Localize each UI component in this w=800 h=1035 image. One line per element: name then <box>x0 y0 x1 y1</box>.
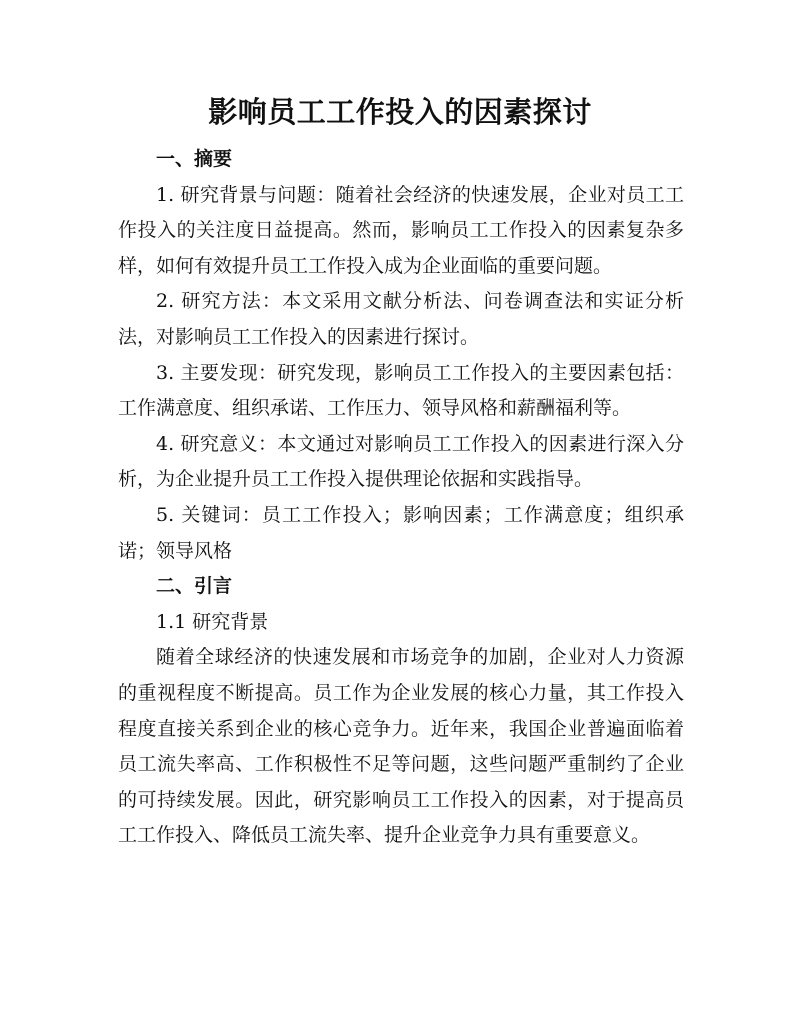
abstract-method-paragraph: 2. 研究方法：本文采用文献分析法、问卷调查法和实证分析法，对影响员工工作投入的因素进行探讨。 <box>118 290 684 348</box>
abstract-significance-paragraph: 4. 研究意义：本文通过对影响员工工作投入的因素进行深入分析，为企业提升员工工作投入提供理论依据和实践指导。 <box>118 432 684 491</box>
section-heading-abstract: 一、摘要 <box>156 148 233 170</box>
abstract-findings-paragraph: 3. 主要发现：研究发现，影响员工工作投入的主要因素包括：工作满意度、组织承诺、工作压力、领导风格和薪酬福利等。 <box>118 361 684 420</box>
document-title: 影响员工工作投入的因素探讨 <box>208 95 592 129</box>
abstract-keywords-paragraph: 5. 关键词：员工工作投入；影响因素；工作满意度；组织承诺；领导风格 <box>118 503 684 562</box>
section-heading-introduction: 二、引言 <box>156 575 233 598</box>
introduction-background-paragraph: 随着全球经济的快速发展和市场竞争的加剧，企业对人力资源的重视程度不断提高。员工作为企业发展的核心力量，其工作投入程度直接关系到企业的核心竞争力。近年来，我国企业普遍面临着员工流失率高、工作积极性不足等问题，这些问题严重制约了企业的可持续发展。因此，研究影响员工工作投入的因素，对于提高员工工作投入、降低员工流失率、提升企业竞争力具有重要意义。 <box>118 646 684 847</box>
abstract-background-paragraph: 1. 研究背景与问题：随着社会经济的快速发展，企业对员工工作投入的关注度日益提高。然而，影响员工工作投入的因素复杂多样，如何有效提升员工工作投入成为企业面临的重要问题。 <box>118 183 684 277</box>
subsection-heading-background: 1.1 研究背景 <box>156 610 269 633</box>
document-body <box>118 142 684 854</box>
